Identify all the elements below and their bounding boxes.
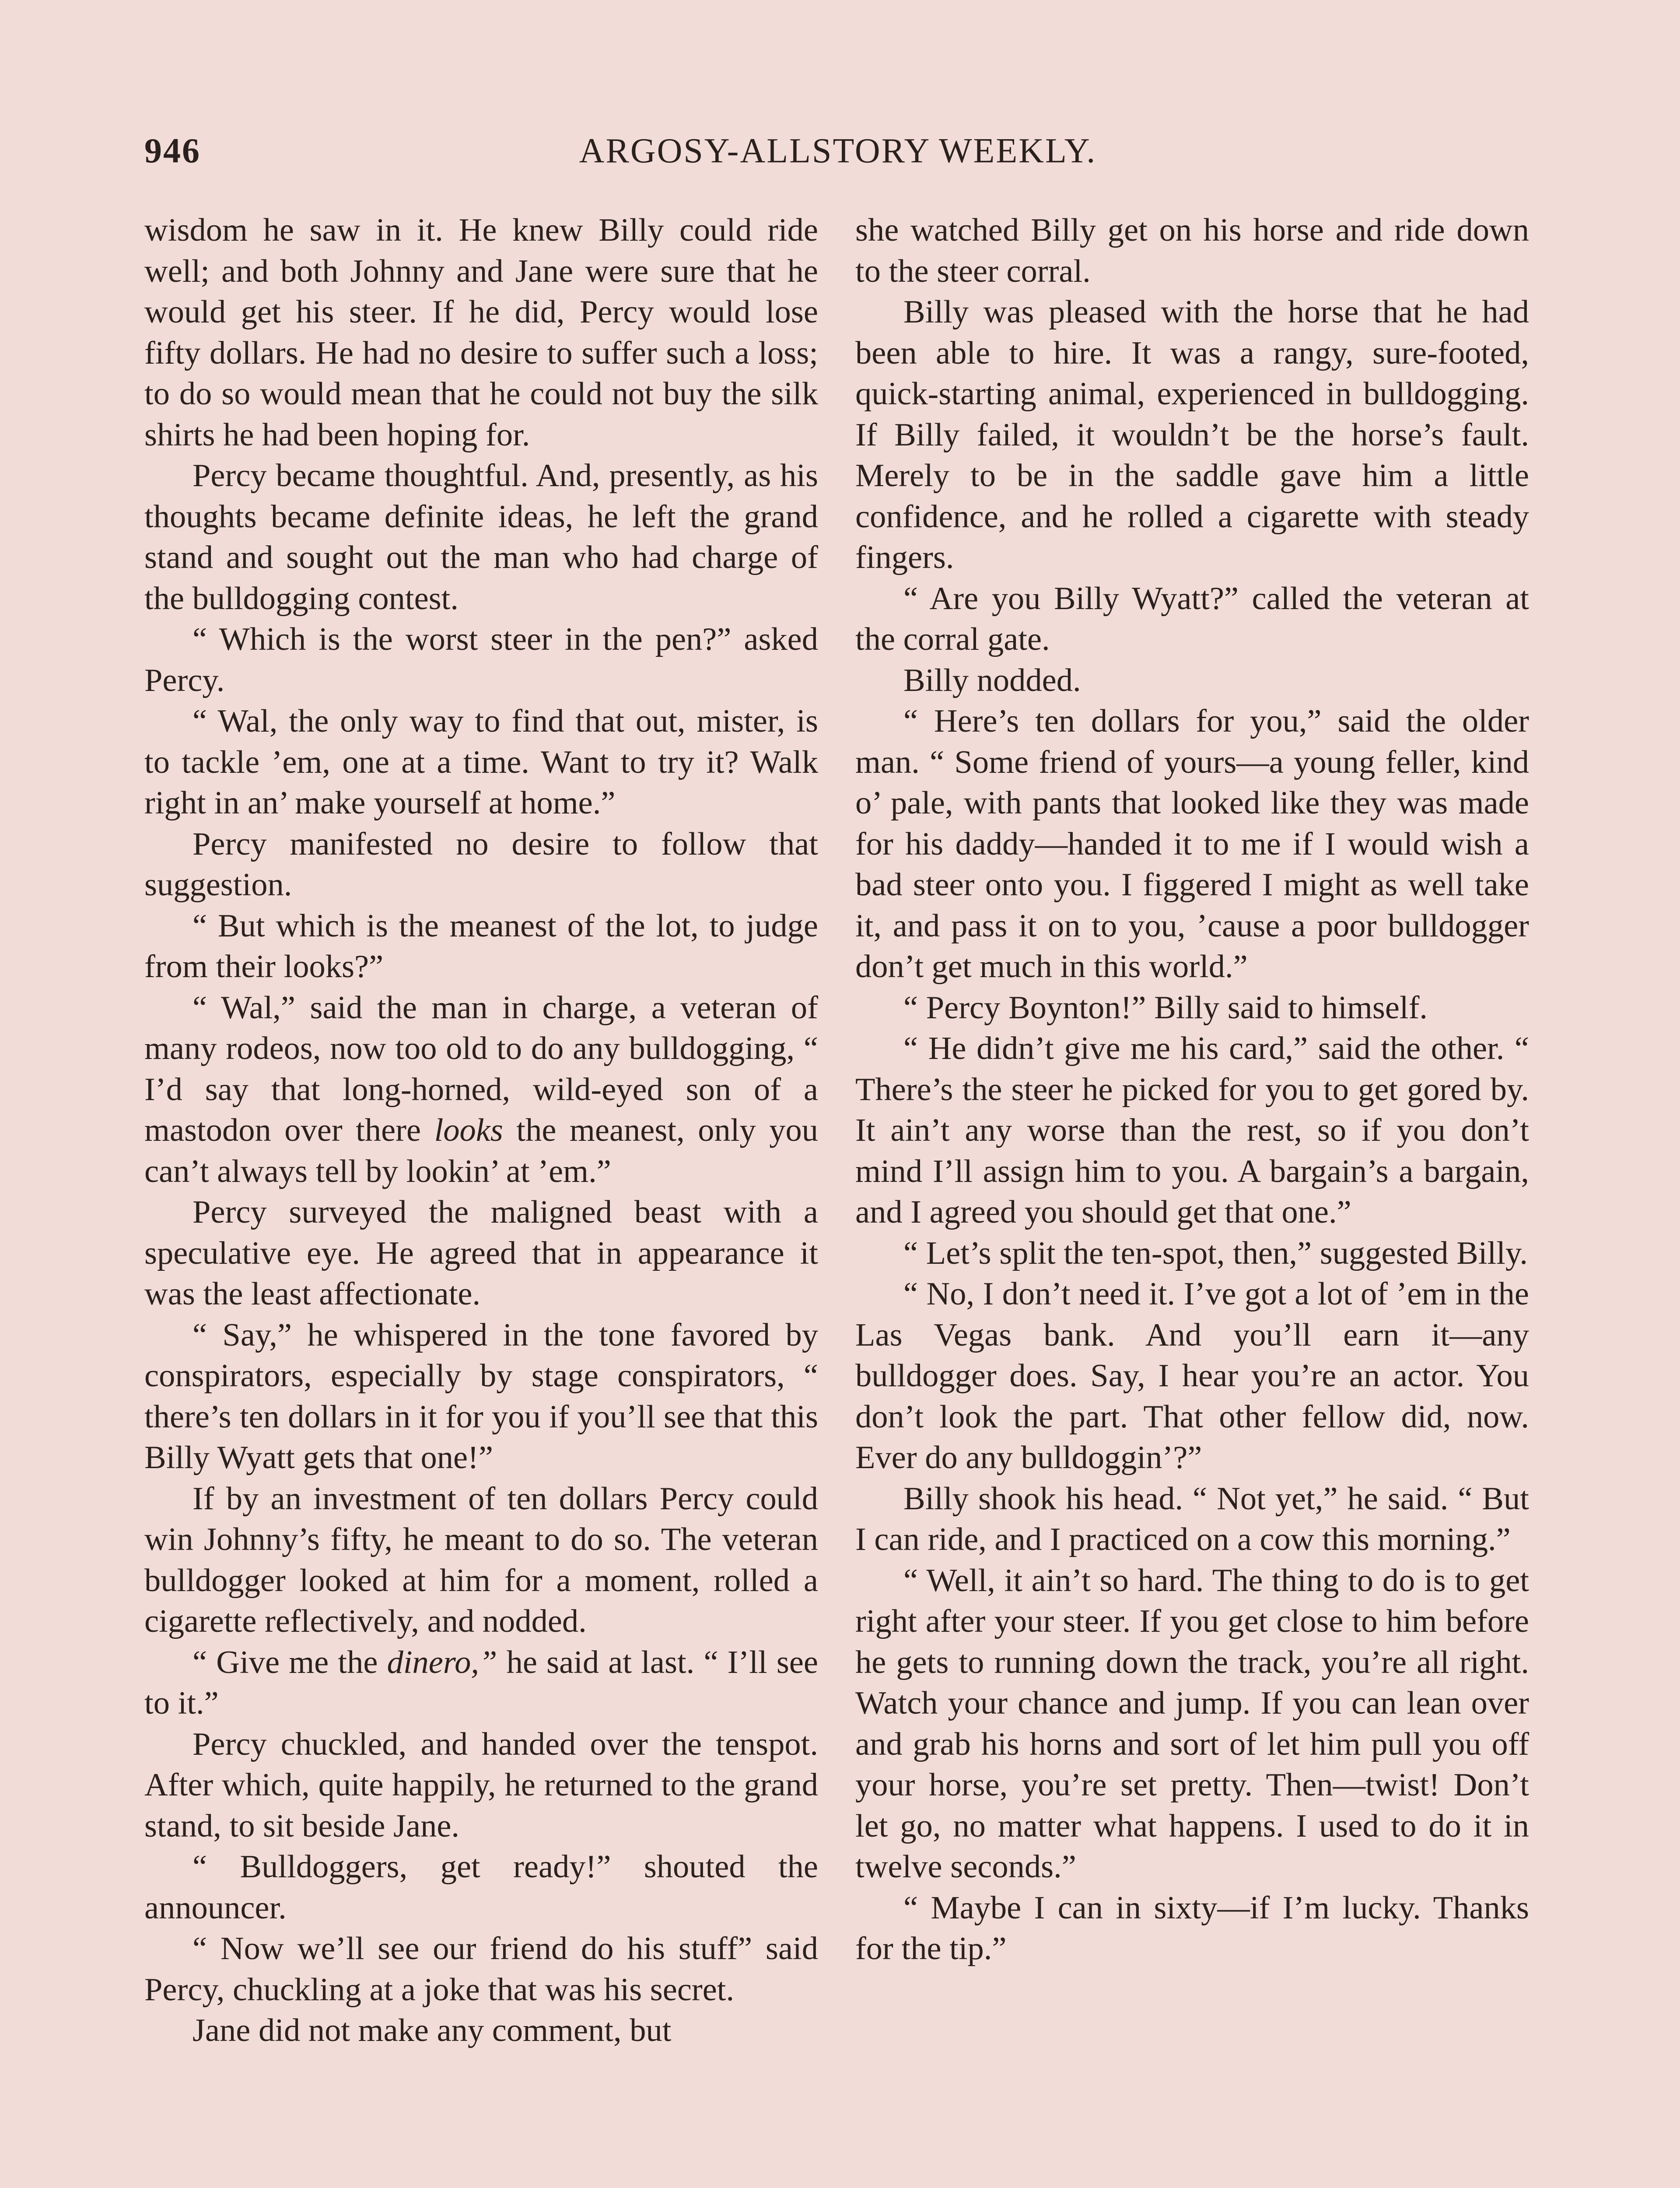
paragraph-text: “ Well, it ain’t so hard. The thing to do is to get right after your steer. If you get close to him before he gets to running down the track, you’re all right. Watch your chance and jump. If you can lean over and grab his horns and sort of let him pull you off your horse, you’re set pretty. Then—twist! Don’t let go, no matter what happens. I used to do it in twelve seconds.” bbox=[855, 1562, 1529, 1885]
paragraph bbox=[855, 1274, 1529, 1479]
paragraph-text: Billy was pleased with the horse that he had been able to hire. It was a rangy, sure-footed, quick-starting animal, experienced in bulldogging. If Billy failed, it wouldn’t be the horse’s fault. Merely to be in the saddle gave him a little confidence, and he rolled a cigarette with steady fingers. bbox=[855, 294, 1529, 575]
paragraph-text: “ Which is the worst steer in the pen?” asked Percy. bbox=[144, 621, 818, 698]
paragraph-text: wisdom he saw in it. He knew Billy could ride well; and both Johnny and Jane were sure that he would get his steer. If he did, Percy would lose fifty dollars. He had no desire to suffer such a loss; to do so would mean that he could not buy the silk shirts he had been hoping for. bbox=[144, 212, 818, 453]
running-title: ARGOSY-ALLSTORY WEEKLY. bbox=[579, 132, 1097, 170]
paragraph bbox=[855, 292, 1529, 579]
paragraph bbox=[855, 1560, 1529, 1888]
italic-emphasis: dinero,” bbox=[387, 1644, 497, 1680]
paragraph bbox=[144, 988, 818, 1192]
paragraph bbox=[144, 906, 818, 988]
paragraph bbox=[144, 701, 818, 824]
paragraph bbox=[855, 1028, 1529, 1233]
paragraph bbox=[144, 1642, 818, 1724]
paragraph-text: “ Are you Billy Wyatt?” called the veteran at the corral gate. bbox=[855, 580, 1529, 657]
paragraph-text: “ Wal,” said the man in charge, a veteran of many rodeos, now too old to do any bulldogging, “ I’d say that long-horned, wild-eyed son of a mastodon over there bbox=[144, 989, 818, 1148]
paragraph-text: “ Bulldoggers, get ready!” shouted the announcer. bbox=[144, 1849, 818, 1926]
paragraph bbox=[855, 701, 1529, 988]
paragraph-text: Percy surveyed the maligned beast with a speculative eye. He agreed that in appearance it was the least affectionate. bbox=[144, 1194, 818, 1312]
paragraph-text: “ Here’s ten dollars for you,” said the older man. “ Some friend of yours—a young feller, kind o’ pale, with pants that looked like they was made for his daddy—handed it to me if I would wish a bad steer onto you. I figgered I might as well take it, and pass it on to you, ’cause a poor bulldogger don’t get much in this world.” bbox=[855, 703, 1529, 985]
paragraph-text: Percy manifested no desire to follow that suggestion. bbox=[144, 826, 818, 903]
paragraph bbox=[855, 988, 1529, 1029]
paragraph bbox=[855, 1888, 1529, 1970]
paragraph-text: Percy chuckled, and handed over the tenspot. After which, quite happily, he returned to the grand stand, to sit beside Jane. bbox=[144, 1726, 818, 1844]
paragraph-text: Percy became thoughtful. And, presently, as his thoughts became definite ideas, he left the grand stand and sought out the man who had charge of the bulldogging contest. bbox=[144, 458, 818, 617]
left-text-column bbox=[144, 210, 818, 2051]
paragraph-text: “ Now we’ll see our friend do his stuff” said Percy, chuckling at a joke that was his secret. bbox=[144, 1931, 818, 2008]
right-text-column bbox=[855, 210, 1529, 1970]
paragraph-text: she watched Billy get on his horse and ride down to the steer corral. bbox=[855, 212, 1529, 289]
paragraph bbox=[855, 1233, 1529, 1274]
paragraph-text: “ Percy Boynton!” Billy said to himself. bbox=[903, 989, 1428, 1026]
continued-paragraph bbox=[855, 210, 1529, 292]
page-header bbox=[144, 131, 1531, 179]
paragraph-text: “ Maybe I can in sixty—if I’m lucky. Thanks for the tip.” bbox=[855, 1890, 1529, 1967]
paragraph-text: “ Give me the bbox=[192, 1644, 378, 1680]
paragraph-text: “ But which is the meanest of the lot, to judge from their looks?” bbox=[144, 908, 818, 985]
paragraph bbox=[144, 1929, 818, 2010]
paragraph bbox=[144, 619, 818, 701]
paragraph bbox=[144, 1192, 818, 1315]
page-number: 946 bbox=[144, 132, 201, 170]
paragraph bbox=[144, 1315, 818, 1479]
paragraph bbox=[144, 824, 818, 906]
paragraph-text-tail: the meanest, only you can’t always tell by lookin’ at ’em.” bbox=[144, 1112, 818, 1189]
paragraph bbox=[144, 1724, 818, 1847]
paragraph-text: Jane did not make any comment, but bbox=[192, 2013, 672, 2048]
paragraph bbox=[855, 579, 1529, 660]
paragraph-text-tail: he said at last. “ I’ll see to it.” bbox=[144, 1644, 818, 1721]
paragraph bbox=[855, 660, 1529, 701]
paragraph-text: “ Wal, the only way to find that out, mister, is to tackle ’em, one at a time. Want to try it? Walk right in an’ make yourself at home.” bbox=[144, 703, 818, 821]
paragraph bbox=[855, 1479, 1529, 1560]
paragraph-text: “ He didn’t give me his card,” said the other. “ There’s the steer he picked for you to get gored by. It ain’t any worse than the rest, so if you don’t mind I’ll assign him to you. A bargain’s a bargain, and I agreed you should get that one.” bbox=[855, 1031, 1529, 1230]
continued-paragraph bbox=[144, 210, 818, 456]
paragraph-text: Billy shook his head. “ Not yet,” he said. “ But I can ride, and I practiced on a cow this morning.” bbox=[855, 1480, 1529, 1557]
italic-emphasis: looks bbox=[434, 1112, 503, 1148]
paragraph-text: If by an investment of ten dollars Percy could win Johnny’s fifty, he meant to do so. The veteran bulldogger looked at him for a moment, rolled a cigarette reflectively, and nodded. bbox=[144, 1480, 818, 1639]
paragraph-text: “ Say,” he whispered in the tone favored by conspirators, especially by stage conspirators, “ there’s ten dollars in it for you if you’ll see that this Billy Wyatt gets that one!” bbox=[144, 1317, 818, 1476]
paragraph bbox=[144, 2010, 818, 2051]
paragraph bbox=[144, 1479, 818, 1642]
paragraph-text: “ No, I don’t need it. I’ve got a lot of ’em in the Las Vegas bank. And you’ll earn it—any bulldogger does. Say, I hear you’re an actor. You don’t look the part. That other fellow did, now. Ever do any bulldoggin’?” bbox=[855, 1276, 1529, 1476]
paragraph-text: “ Let’s split the ten-spot, then,” suggested Billy. bbox=[903, 1235, 1528, 1271]
paragraph bbox=[144, 456, 818, 619]
paragraph-text: Billy nodded. bbox=[903, 662, 1081, 698]
paragraph bbox=[144, 1847, 818, 1929]
